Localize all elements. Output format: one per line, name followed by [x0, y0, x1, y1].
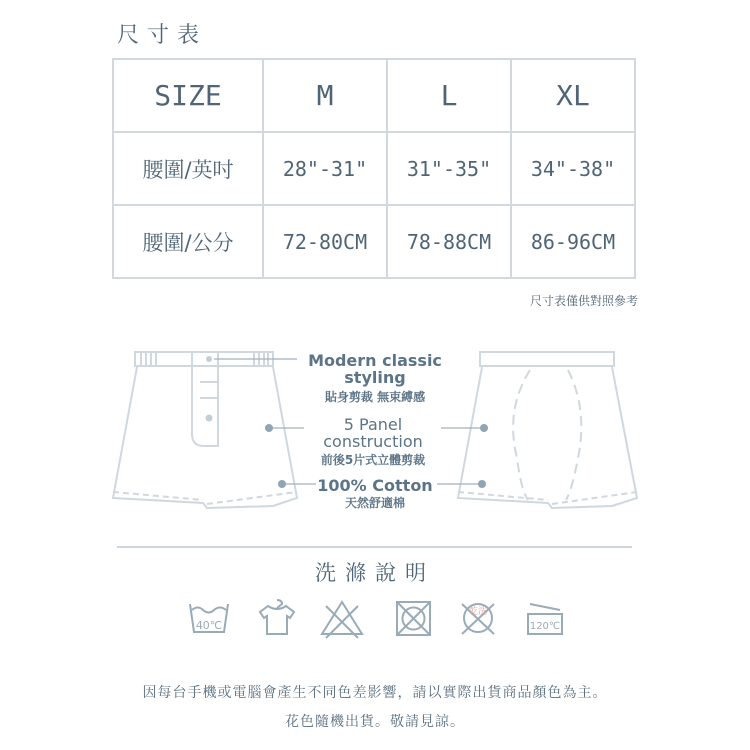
hang-dry-icon	[260, 600, 294, 634]
wash-divider	[117, 546, 632, 548]
table-row	[113, 132, 635, 205]
cell-l-cm: 78-88CM	[387, 205, 511, 278]
row-label-cm: 腰圍/公分	[113, 205, 263, 278]
care-icons	[0, 596, 750, 644]
feature-cotton	[310, 477, 440, 511]
cell-xl-inch: 34"-38"	[511, 132, 635, 205]
cell-l-inch: 31"-35"	[387, 132, 511, 205]
header-size: SIZE	[113, 59, 263, 132]
header-m: M	[263, 59, 387, 132]
no-tumble-dry-icon	[397, 602, 430, 635]
footer-line-1: 因每台手機或電腦會產生不同色差影響，請以實際出貨商品顏色為主。	[142, 685, 608, 701]
wash-temp-label: 40℃	[195, 619, 223, 632]
header-l: L	[387, 59, 511, 132]
feature-cotton-en: 100% Cotton	[317, 476, 433, 495]
size-chart-table	[112, 58, 636, 279]
feature-modern-classic-en: Modern classic styling	[308, 351, 442, 387]
no-dry-clean-icon	[462, 604, 494, 634]
table-header-row	[113, 59, 635, 132]
cell-m-cm: 72-80CM	[263, 205, 387, 278]
dry-clean-label: 乾洗	[468, 607, 488, 617]
size-chart-note: 尺寸表僅供對照參考	[529, 294, 638, 308]
wash-title: 洗滌說明	[315, 561, 435, 585]
feature-5-panel-en: 5 Panel construction	[323, 415, 423, 451]
cell-m-inch: 28"-31"	[263, 132, 387, 205]
feature-5-panel	[298, 416, 448, 468]
size-chart-title: 尺寸表	[117, 23, 208, 48]
header-xl: XL	[511, 59, 635, 132]
footer-line-2: 花色隨機出貨。敬請見諒。	[285, 714, 465, 730]
feature-cotton-zh: 天然舒適棉	[344, 496, 405, 510]
feature-modern-classic	[295, 352, 455, 405]
feature-modern-classic-zh: 貼身剪裁 無束縛感	[324, 390, 426, 404]
no-bleach-icon	[322, 602, 362, 638]
wash-40c-icon	[190, 604, 228, 632]
iron-120c-icon	[528, 604, 562, 634]
table-row	[113, 205, 635, 278]
row-label-inch: 腰圍/英吋	[113, 132, 263, 205]
cell-xl-cm: 86-96CM	[511, 205, 635, 278]
feature-5-panel-zh: 前後5片式立體剪裁	[320, 453, 426, 467]
iron-temp-label: 120℃	[529, 621, 561, 632]
